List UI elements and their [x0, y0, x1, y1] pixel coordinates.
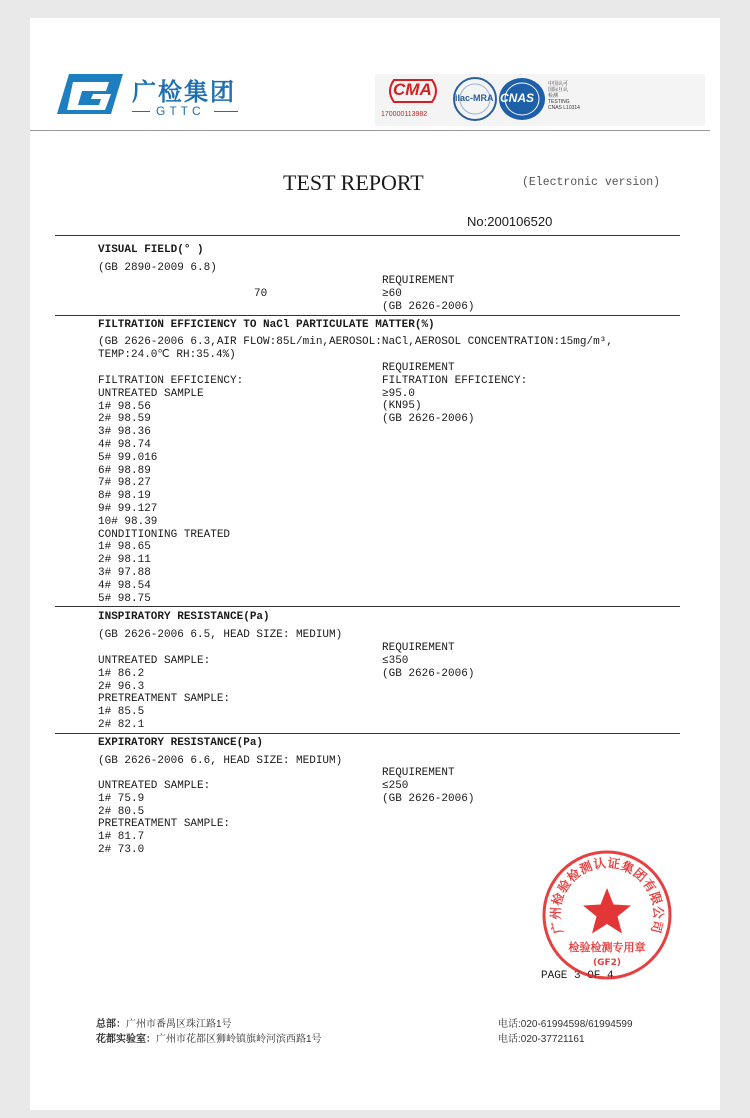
- report-number: No:200106520: [467, 214, 553, 229]
- filtration-conditioning-row: 1# 98.65: [98, 541, 151, 554]
- inspiratory-row: 1# 86.2: [98, 667, 145, 680]
- filtration-method-line2: TEMP:24.0℃ RH:35.4%): [98, 348, 236, 361]
- seal-arc-text: 广州检验检测认证集团有限公司: [547, 855, 667, 936]
- filtration-untreated-row: 4# 98.74: [98, 438, 151, 451]
- filtration-req-label: REQUIREMENT: [382, 362, 455, 374]
- filtration-method: [98, 336, 613, 362]
- cnas-text: CNAS: [500, 91, 535, 105]
- cma-text: CMA: [393, 80, 432, 99]
- expiratory-method: (GB 2626-2006 6.6, HEAD SIZE: MEDIUM): [98, 755, 343, 767]
- expiratory-untreated-label: UNTREATED SAMPLE:: [98, 780, 211, 792]
- inspiratory-req-value: ≤350: [382, 654, 409, 667]
- inspiratory-req-label: REQUIREMENT: [382, 642, 455, 654]
- report-title: TEST REPORT: [283, 170, 424, 195]
- filtration-conditioning-row: 2# 98.11: [98, 554, 151, 567]
- seal-code-text: (GF2): [592, 958, 622, 968]
- cnas-small-cn1: 中国认可: [548, 81, 569, 87]
- footer-lab: [96, 1030, 322, 1045]
- inspiratory-title: INSPIRATORY RESISTANCE(Pa): [98, 611, 270, 623]
- filtration-req-value: ≥95.0: [382, 387, 416, 400]
- expiratory-row: 2# 80.5: [98, 805, 145, 818]
- cnas-small-text: [548, 81, 580, 111]
- brand-name-en: GTTC: [156, 104, 205, 118]
- filtration-untreated-row: 6# 98.89: [98, 464, 151, 477]
- expiratory-req-value: ≤250: [382, 779, 409, 792]
- cnas-small-cn2: 国际互认: [548, 87, 569, 93]
- inspiratory-pretreatment-label: PRETREATMENT SAMPLE:: [98, 693, 231, 706]
- inspiratory-requirement: [382, 642, 474, 680]
- footer-hq-label: 总部：: [96, 1019, 126, 1030]
- inspiratory-method: (GB 2626-2006 6.5, HEAD SIZE: MEDIUM): [98, 629, 343, 641]
- filtration-untreated-row: 2# 98.59: [98, 413, 151, 426]
- visual-field-requirement: [382, 275, 474, 313]
- expiratory-results: [98, 780, 230, 857]
- inspiratory-results: [98, 655, 230, 732]
- filtration-untreated-row: 8# 98.19: [98, 490, 151, 503]
- visual-field-title: VISUAL FIELD(° ): [98, 244, 204, 256]
- brand-name-en-row: [132, 104, 240, 118]
- filtration-req-std: (GB 2626-2006): [382, 413, 475, 426]
- expiratory-req-label: REQUIREMENT: [382, 767, 455, 779]
- filtration-untreated-row: 9# 99.127: [98, 502, 158, 515]
- expiratory-row: 1# 75.9: [98, 792, 145, 805]
- section-divider-visual: [55, 315, 680, 316]
- section-divider-inspiratory: [55, 733, 680, 734]
- filtration-untreated-row: 10# 98.39: [98, 515, 158, 528]
- expiratory-title: EXPIRATORY RESISTANCE(Pa): [98, 737, 264, 749]
- visual-field-req-value: ≥60: [382, 287, 402, 300]
- inspiratory-row: 2# 96.3: [98, 680, 145, 693]
- filtration-untreated-label: UNTREATED SAMPLE: [98, 387, 204, 400]
- visual-field-value: 70: [254, 288, 268, 300]
- inspiratory-untreated-label: UNTREATED SAMPLE:: [98, 655, 211, 667]
- filtration-untreated-row: 3# 98.36: [98, 426, 151, 439]
- expiratory-req-std: (GB 2626-2006): [382, 792, 475, 805]
- cnas-testing: TESTING: [548, 99, 570, 105]
- expiratory-row: 2# 73.0: [98, 843, 145, 856]
- cnas-small-cn3: 检测: [548, 93, 559, 99]
- filtration-untreated-row: 1# 98.56: [98, 400, 151, 413]
- filtration-untreated-row: 7# 98.27: [98, 477, 151, 490]
- visual-field-req-label: REQUIREMENT: [382, 275, 455, 287]
- electronic-version-label: (Electronic version): [522, 176, 661, 189]
- filtration-conditioning-label: CONDITIONING TREATED: [98, 528, 231, 541]
- expiratory-requirement: [382, 767, 474, 805]
- footer-hq: [96, 1015, 232, 1030]
- footer-tel1: 电话:020-61994598/61994599: [498, 1019, 633, 1030]
- filtration-method-line1: (GB 2626-2006 6.3,AIR FLOW:85L/min,AEROSOL:NaCl,AEROSOL CONCENTRATION:15mg/m³,: [98, 336, 613, 348]
- footer-tel2: 电话:020-37721161: [498, 1034, 585, 1045]
- expiratory-row: 1# 81.7: [98, 831, 145, 844]
- footer-lab-address: 广州市花都区狮岭镇旗岭河滨西路1号: [156, 1034, 322, 1045]
- inspiratory-req-std: (GB 2626-2006): [382, 667, 475, 680]
- filtration-title: FILTRATION EFFICIENCY TO NaCl PARTICULATE MATTER(%): [98, 319, 435, 331]
- footer-hq-address: 广州市番禺区珠江路1号: [126, 1019, 232, 1030]
- filtration-results: [98, 375, 243, 605]
- ilac-text: ilac-MRA: [455, 93, 494, 103]
- filtration-conditioning-row: 5# 98.75: [98, 592, 151, 605]
- seal-mid-text: 检验检测专用章: [568, 941, 646, 954]
- expiratory-pretreatment-label: PRETREATMENT SAMPLE:: [98, 818, 231, 831]
- cnas-number: CNAS L10314: [548, 105, 580, 111]
- official-seal-icon: [540, 848, 674, 982]
- filtration-req-class: (KN95): [382, 400, 422, 413]
- inspiratory-row: 2# 82.1: [98, 718, 145, 731]
- page-number: PAGE 3 OF 4: [541, 970, 614, 982]
- section-divider-top: [55, 235, 680, 236]
- visual-field-method: (GB 2890-2009 6.8): [98, 262, 217, 274]
- filtration-requirement: [382, 362, 527, 426]
- gttc-logo-icon: [55, 72, 125, 116]
- filtration-conditioning-row: 3# 97.88: [98, 566, 151, 579]
- header-divider: [30, 130, 710, 131]
- section-divider-filtration: [55, 606, 680, 607]
- brand-name-cn: 广检集团: [132, 80, 236, 106]
- visual-field-req-std: (GB 2626-2006): [382, 300, 475, 313]
- cma-number: 170000113982: [381, 111, 428, 118]
- footer-lab-label: 花都实验室：: [96, 1034, 156, 1045]
- inspiratory-row: 1# 85.5: [98, 706, 145, 719]
- filtration-conditioning-row: 4# 98.54: [98, 579, 151, 592]
- filtration-req-heading: FILTRATION EFFICIENCY:: [382, 374, 528, 387]
- filtration-results-heading: FILTRATION EFFICIENCY:: [98, 375, 244, 387]
- filtration-untreated-row: 5# 99.016: [98, 451, 158, 464]
